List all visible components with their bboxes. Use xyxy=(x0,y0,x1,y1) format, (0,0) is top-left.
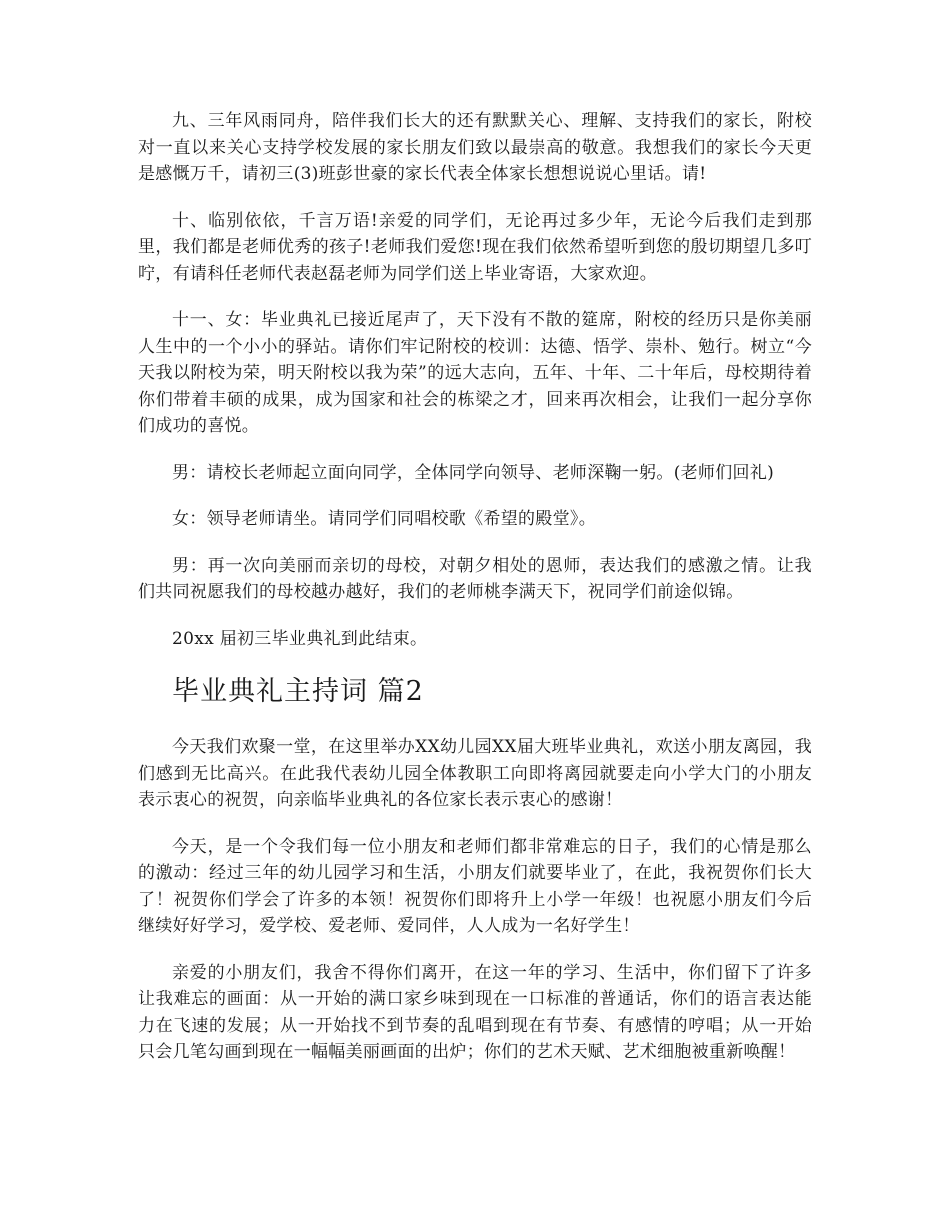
paragraph-closing: 20xx 届初三毕业典礼到此结束。 xyxy=(172,628,428,649)
paragraph-memories: 亲爱的小朋友们，我舍不得你们离开，在这一年的学习、生活中，你们留下了许多让我难忘的画面：从一开始的满口家乡味到现在一口标准的普通话，你们的语言表达能力在飞速的发展；从一开始找不到节奏的乱唱到现在有节奏、有感情的哼唱；从一开始只会几笔勾画到现在一幅幅美丽画面的出炉；你们的艺术天赋、艺术细胞被重新唤醒！ xyxy=(138,962,812,1062)
section-heading: 毕业典礼主持词 篇2 xyxy=(172,676,424,707)
paragraph-ten: 十、临别依依，千言万语!亲爱的同学们，无论再过多少年，无论今后我们走到那里，我们都是老师优秀的孩子!老师我们爱您!现在我们依然希望听到您的殷切期望几多叮咛，有请科任老师代表赵磊老师为同学们送上毕业寄语，大家欢迎。 xyxy=(138,210,812,284)
paragraph-congratulations: 今天，是一个令我们每一位小朋友和老师们都非常难忘的日子，我们的心情是那么的激动：经过三年的幼儿园学习和生活，小朋友们就要毕业了，在此，我祝贺你们长大了！祝贺你们学会了许多的本领！祝贺你们即将升上小学一年级！也祝愿小朋友们今后继续好好学习，爱学校、爱老师、爱同伴，人人成为一名好学生！ xyxy=(138,836,812,936)
paragraph-nine: 九、三年风雨同舟，陪伴我们长大的还有默默关心、理解、支持我们的家长，附校对一直以来关心支持学校发展的家长朋友们致以最崇高的敬意。我想我们的家长今天更是感慨万千，请初三(3)班彭世豪的家长代表全体家长想想说说心里话。请! xyxy=(138,111,812,184)
paragraph-male-thanks: 男：再一次向美丽而亲切的母校，对朝夕相处的恩师，表达我们的感激之情。让我们共同祝愿我们的母校越办越好，我们的老师桃李满天下，祝同学们前途似锦。 xyxy=(138,555,812,602)
paragraph-welcome: 今天我们欢聚一堂，在这里举办XX幼儿园XX届大班毕业典礼，欢送小朋友离园，我们感到无比高兴。在此我代表幼儿园全体教职工向即将离园就要走向小学大门的小朋友表示衷心的祝贺，向亲临毕业典礼的各位家长表示衷心的感谢！ xyxy=(138,737,812,810)
paragraph-male-bow: 男：请校长老师起立面向同学，全体同学向领导、老师深鞠一躬。(老师们回礼) xyxy=(172,462,775,483)
paragraph-eleven: 十一、女：毕业典礼已接近尾声了，天下没有不散的筵席，附校的经历只是你美丽人生中的一个小小的驿站。请你们牢记附校的校训：达德、悟学、崇朴、勉行。树立“今天我以附校为荣，明天附校以我为荣”的远大志向，五年、十年、二十年后，母校期待着你们带着丰硕的成果，成为国家和社会的栋梁之才，回来再次相会，让我们一起分享你们成功的喜悦。 xyxy=(138,310,812,436)
paragraph-female-song: 女：领导老师请坐。请同学们同唱校歌《希望的殿堂》。 xyxy=(172,509,596,529)
document-body xyxy=(138,108,812,1086)
